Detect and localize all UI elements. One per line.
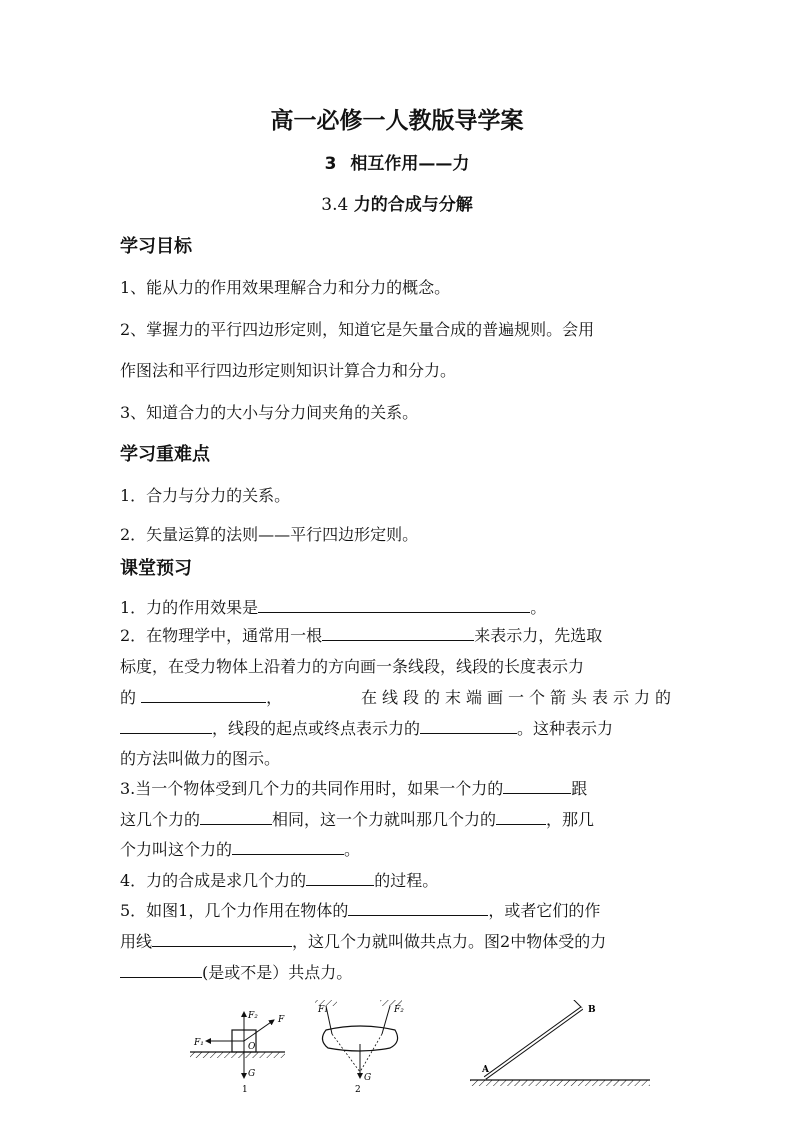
force-diagrams [190, 1000, 660, 1115]
answer-blank[interactable] [420, 719, 517, 734]
answer-blank[interactable] [141, 688, 266, 703]
document-title: 高一必修一人教版导学案 [270, 108, 524, 134]
figure-3-rod-diagram [470, 1000, 650, 1086]
question-4: 4．力的合成是求几个力的 的过程。 [120, 871, 439, 890]
objectives-heading: 学习目标 [120, 236, 192, 257]
answer-blank[interactable] [120, 963, 202, 978]
figure-2-hanging-diagram [315, 1000, 404, 1095]
question-3-line-2: 这几个力的 相同，这一个力就叫那几个力的 ，那几 [120, 810, 595, 829]
fig2-label-f1: F₁ [318, 1005, 328, 1015]
preview-heading: 课堂预习 [120, 558, 192, 579]
fig1-label-g: G [248, 1069, 256, 1079]
objective-item: 作图法和平行四边形定则知识计算合力和分力。 [120, 361, 457, 380]
question-2-line-5: 的方法叫做力的图示。 [120, 749, 281, 768]
chapter-title: 相互作用——力 [350, 154, 470, 174]
fig2-label-f2: F₂ [394, 1005, 404, 1015]
question-2-line-3: 的 ， 在线段的末端画一个箭头表示力的 [120, 688, 676, 707]
section-title: 力的合成与分解 [353, 195, 473, 215]
question-2-line-1: 2．在物理学中，通常用一根 来表示力，先选取 [120, 626, 603, 645]
question-5-line-2: 用线 ，这几个力就叫做共点力。图2中物体受的力 [120, 932, 607, 951]
answer-blank[interactable] [258, 598, 530, 613]
fig1-label-f2: F₂ [248, 1011, 258, 1021]
fig2-label-g: G [364, 1073, 372, 1083]
chapter-heading [0, 149, 794, 174]
answer-blank[interactable] [200, 810, 272, 825]
objective-item: 2、掌握力的平行四边形定则，知道它是矢量合成的普遍规则。会用 [120, 320, 595, 339]
question-1: 1．力的作用效果是 。 [120, 598, 547, 617]
answer-blank[interactable] [322, 626, 474, 641]
answer-blank[interactable] [232, 840, 344, 855]
question-2-line-4: ，线段的起点或终点表示力的 。这种表示力 [120, 716, 680, 739]
fig1-label-f: F [278, 1015, 285, 1025]
keypoint-item: 1．合力与分力的关系。 [120, 486, 291, 505]
fig1-label-o: O [248, 1042, 256, 1052]
objective-item: 1、能从力的作用效果理解合力和分力的概念。 [120, 278, 451, 297]
section-number: 3.4 [321, 195, 349, 215]
question-5-line-3: (是或不是）共点力。 [120, 960, 680, 983]
question-3-line-1: 3.当一个物体受到几个力的共同作用时，如果一个力的 跟 [120, 779, 588, 798]
question-2-line-2: 标度，在受力物体上沿着力的方向画一条线段，线段的长度表示力 [120, 657, 585, 676]
figure-1-block-diagram [190, 1011, 285, 1095]
question-3-line-3: 个力叫这个力的 。 [120, 840, 361, 859]
fig1-label-f1: F₁ [194, 1038, 204, 1048]
answer-blank[interactable] [120, 719, 212, 734]
keypoint-item: 2．矢量运算的法则——平行四边形定则。 [120, 525, 419, 544]
section-heading [0, 190, 794, 215]
fig3-label-b: B [588, 1005, 596, 1015]
fig2-caption: 2 [355, 1085, 361, 1095]
chapter-number: 3 [324, 154, 337, 174]
keypoints-heading: 学习重难点 [120, 444, 210, 465]
answer-blank[interactable] [503, 779, 571, 794]
objective-item: 3、知道合力的大小与分力间夹角的关系。 [120, 403, 419, 422]
question-5-line-1: 5．如图1，几个力作用在物体的 ，或者它们的作 [120, 901, 601, 920]
answer-blank[interactable] [152, 932, 292, 947]
answer-blank[interactable] [348, 901, 488, 916]
answer-blank[interactable] [496, 810, 546, 825]
fig1-caption: 1 [242, 1085, 248, 1095]
fig3-label-a: A [482, 1065, 489, 1075]
answer-blank[interactable] [306, 871, 374, 886]
